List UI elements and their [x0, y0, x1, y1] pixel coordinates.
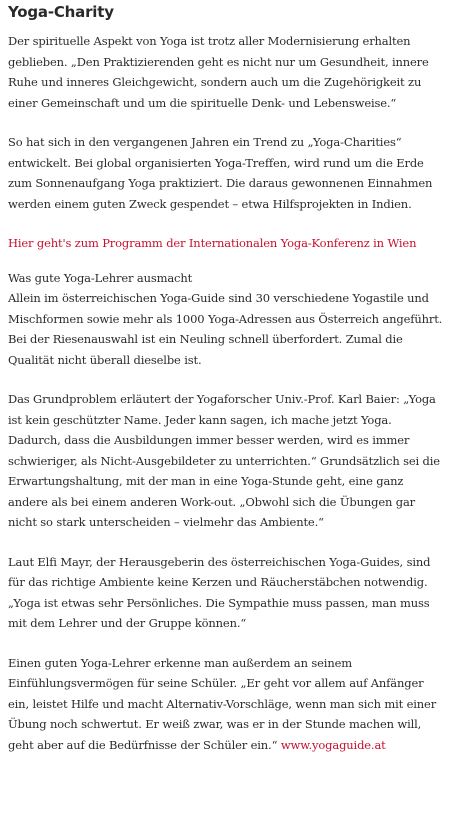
conference-program-link[interactable]: Hier geht's zum Programm der Internationalen Yoga-Konferenz in Wien [8, 236, 417, 250]
article-title: Yoga-Charity [8, 3, 114, 21]
paragraph-spiritual-aspect: Der spirituelle Aspekt von Yoga ist trotz aller Modernisierung erhalten geblieben. „Den Praktizierenden geht es nicht nur um Gesundheit, innere Ruhe und inneres Gleichgewicht, sondern auch um die Zugehörigkeit zu einer Gemeinschaft und um die spirituelle Denk- und Lebensweise.“ [8, 34, 429, 110]
paragraph-good-teachers [8, 268, 444, 371]
paragraph-yoga-guide-text: Allein im österreichischen Yoga-Guide sind 30 verschiedene Yogastile und Mischformen sowie mehr als 1000 Yoga-Adressen aus Österreich angeführt. Bei der Riesenauswahl ist ein Neuling schnell überfordert. Zumal die Qualität nicht überall dieselbe ist. [8, 291, 443, 367]
section-subheading: Was gute Yoga-Lehrer ausmacht [8, 270, 193, 285]
paragraph-basic-problem: Das Grundproblem erläutert der Yogaforscher Univ.-Prof. Karl Baier: „Yoga ist kein geschützter Name. Jeder kann sagen, ich mache jetzt Yoga. Dadurch, dass die Ausbildungen immer besser werden, wird es immer schwieriger, als Nicht-Ausgebildeter zu unterrichten.“ Grundsätzlich sei die Erwartungshaltung, mit der man in eine Yoga-Stunde geht, eine ganz andere als bei einem anderen Work-out. „Obwohl sich die Übungen gar nicht so stark unterscheiden – vielmehr das Ambiente.“ [8, 392, 440, 529]
paragraph-empathy-text: Einen guten Yoga-Lehrer erkenne man außerdem an seinem Einfühlungsvermögen für seine Schüler. „Er geht vor allem auf Anfänger ein, leistet Hilfe und macht Alternativ-Vorschläge, wenn man sich mit einer Übung noch schwertut. Er weiß zwar, was er in der Stunde machen will, geht aber auf die Bedürfnisse der Schüler ein.“ [8, 655, 437, 752]
program-link-paragraph [8, 233, 444, 254]
paragraph-yoga-charities: So hat sich in den vergangenen Jahren ein Trend zu „Yoga-Charities“ entwickelt. Bei global organisierten Yoga-Treffen, wird rund um die Erde zum Sonnenaufgang Yoga praktiziert. Die daraus gewonnenen Einnahmen werden einem guten Zweck gespendet – etwa Hilfsprojekten in Indien. [8, 135, 433, 211]
article [0, 2, 450, 755]
paragraph-empathy [8, 653, 444, 756]
yogaguide-website-link[interactable]: www.yogaguide.at [280, 737, 386, 752]
paragraph-ambiente: Laut Elfi Mayr, der Herausgeberin des österreichischen Yoga-Guides, sind für das richtige Ambiente keine Kerzen und Räucherstäbchen notwendig. „Yoga ist etwas sehr Persönliches. Die Sympathie muss passen, man muss mit dem Lehrer und der Gruppe können.“ [8, 554, 431, 630]
